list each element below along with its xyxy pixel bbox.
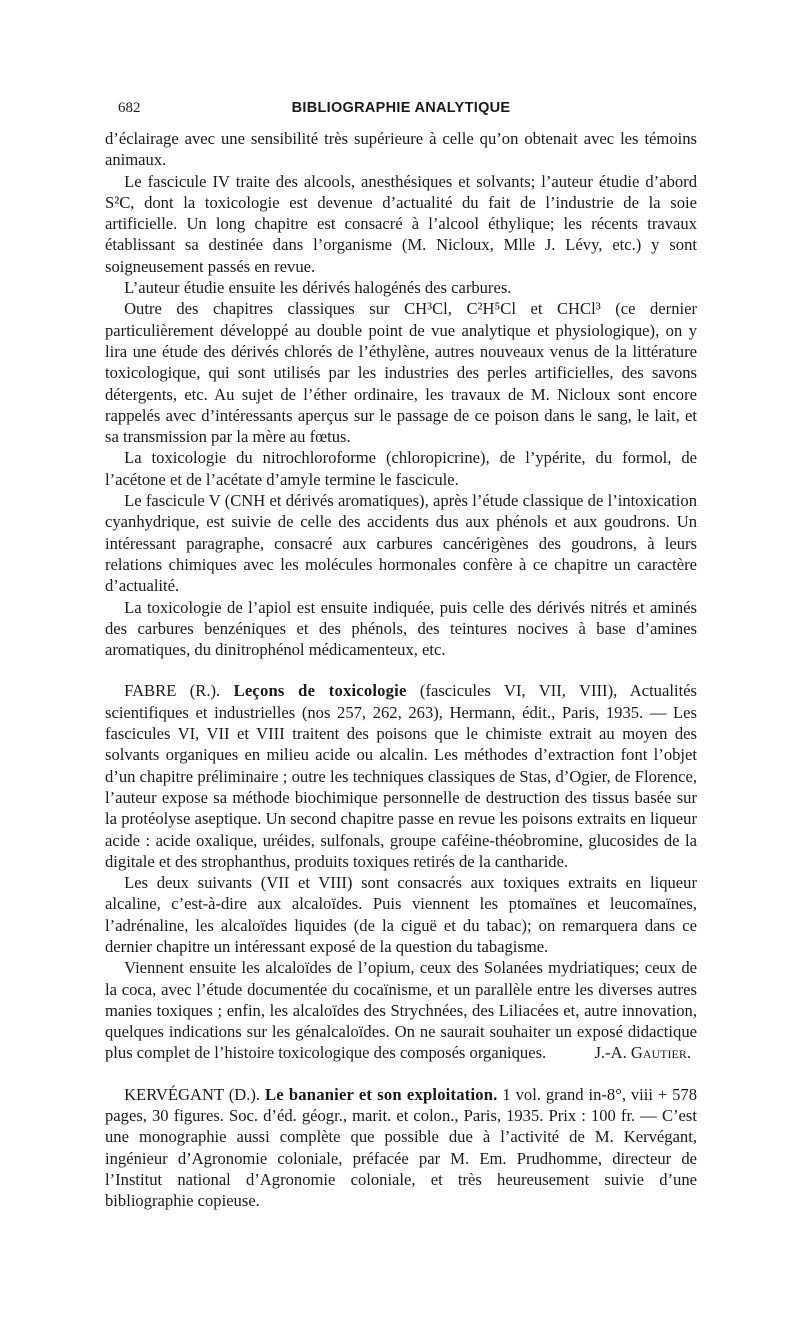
bibliography-entry-fabre [105,680,697,872]
fabre-paragraph-3-text: Viennent ensuite les alcaloïdes de l’opium, ceux des Solanées mydriatiques; ceux de la coca, avec l’étude documentée du cocaïnisme, et un parallèle entre les diverses autres manies toxiques ; enfin, les alcaloïdes des Strychnées, des Liliacées et, autre innovation, quelques indications sur les génalcaloïdes. On ne saurait souhaiter un exposé didactique plus complet de l’histoire toxicologique des composés organiques. [105,958,697,1063]
entry-title: Le bananier et son exploitation. [264,1084,498,1104]
continuation-paragraph-4: Outre des chapitres classiques sur CH³Cl, C²H⁵Cl et CHCl³ (ce dernier particulièrement développé au double point de vue analytique et physiologique), on y lira une étude des dérivés chlorés de l’éthylène, autres nouveaux venus de la littérature toxicologique, qui sont utilisés par les industries des perles artificielles, des savons détergents, etc. Au sujet de l’éther ordinaire, les travaux de M. Nicloux sont encore rappelés avec d’intéressants aperçus sur le passage de ce poison dans le sang, le lait, et sa transmission par la mère au fœtus. [105,299,697,447]
entry-details: (fascicules VI, VII, VIII), Actualités scientifiques et industrielles (nos 257, 262, 263), Hermann, édit., Paris, 1935. — Les fascicules VI, VII et VIII traitent des poisons que le chimiste extrait au moyen des solvants organiques en milieu acide ou alcalin. Les méthodes d’extraction font l’objet d’un chapitre préliminaire ; outre les techniques classiques de Stas, d’Ogier, de Florence, l’auteur expose sa méthode biochimique personnelle de destruction des tissus basée sur la protéolyse aseptique. Un second chapitre passe en revue les poisons extraits en liqueur acide : acide oxalique, uréides, sulfonals, groupe caféine-théobromine, glucosides de la digitale et des strophanthus, produits toxiques retirés de la cantharide. [105,681,697,871]
entry-author: KERVÉGANT (D.). [124,1084,261,1104]
continuation-paragraph-5: La toxicologie du nitrochloroforme (chloropicrine), de l’ypérite, du formol, de l’acétone et de l’acétate d’amyle termine le fascicule. [105,448,697,489]
reviewer-signature: J.-A. Gautier. [594,1043,691,1063]
entry-title: Leçons de toxicologie [233,681,407,701]
continuation-paragraph-3: L’auteur étudie ensuite les dérivés halogénés des carbures. [124,278,512,298]
running-title: BIBLIOGRAPHIE ANALYTIQUE [291,100,511,116]
page-header [108,100,694,122]
continuation-paragraph-1: d’éclairage avec une sensibilité très supérieure à celle qu’on obtenait avec les témoins animaux. [105,129,697,170]
entry-details: 1 vol. grand in-8°, viii + 578 pages, 30 figures. Soc. d’éd. géogr., marit. et colon., Paris, 1935. Prix : 100 fr. — C’est une monographie aussi complète que possible due à l’activité de M. Kervégant, ingénieur d’Agronomie coloniale, préfacée par M. Em. Prudhomme, directeur de l’Institut national d’Agronomie coloniale, et très heureusement suivie d’une bibliographie copieuse. [105,1084,698,1211]
bibliography-entry-kervegant [105,1084,697,1212]
page-number: 682 [118,100,141,116]
continuation-paragraph-7: La toxicologie de l’apiol est ensuite indiquée, puis celle des dérivés nitrés et aminés des carbures benzéniques et des phénols, des teintures nocives à base d’amines aromatiques, du dinitrophénol médicamenteux, etc. [105,597,697,660]
fabre-paragraph-2: Les deux suivants (VII et VIII) sont consacrés aux toxiques extraits en liqueur alcaline, c’est-à-dire aux alcaloïdes. Puis viennent les ptomaïnes et leucomaïnes, l’adrénaline, les alcaloïdes liquides (de la ciguë et du tabac); on remarquera dans ce dernier chapitre un intéressant exposé de la question du tabagisme. [105,873,697,956]
body-text [105,128,697,1212]
entry-author: FABRE (R.). [124,681,221,701]
continuation-paragraph-2: Le fascicule IV traite des alcools, anesthésiques et solvants; l’auteur étudie d’abord S²C, dont la toxicologie est devenue d’actualité du fait de l’industrie de la soie artificielle. Un long chapitre est consacré à l’alcool éthylique; les récents travaux établissant sa destinée dans l’organisme (M. Nicloux, Mlle J. Lévy, etc.) y sont soigneusement passés en revue. [105,171,697,276]
fabre-paragraph-3 [105,957,697,1063]
continuation-paragraph-6: Le fascicule V (CNH et dérivés aromatiques), après l’étude classique de l’intoxication cyanhydrique, est suivie de celle des accidents dus aux phénols et aux goudrons. Un intéressant paragraphe, consacré aux carbures cancérigènes des goudrons, à leurs relations chimiques avec les molécules hormonales confère à ce chapitre un caractère d’actualité. [105,491,697,596]
